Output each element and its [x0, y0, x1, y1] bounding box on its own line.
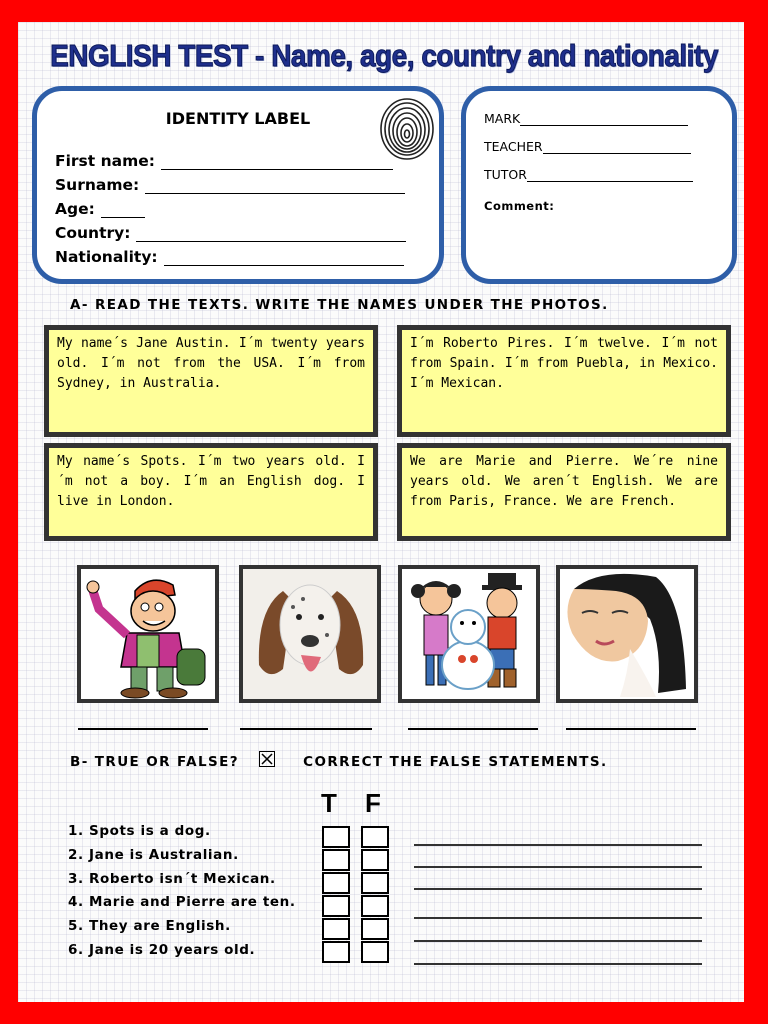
tutor-row [484, 167, 693, 182]
page-title: ENGLISH TEST - Name, age, country and nationality [50, 38, 718, 73]
false-checkbox-3[interactable] [361, 872, 389, 894]
false-checkbox-5[interactable] [361, 918, 389, 940]
identity-label-box [32, 86, 444, 284]
statement-3: 3. Roberto isn´t Mexican. [68, 871, 276, 887]
true-checkbox-4[interactable] [322, 895, 350, 917]
teacher-field[interactable] [543, 141, 691, 154]
first-name-row [55, 146, 406, 170]
age-label: Age: [55, 200, 95, 218]
statement-2: 2. Jane is Australian. [68, 847, 239, 863]
answer-line-photo-3[interactable] [408, 728, 538, 730]
first-name-label: First name: [55, 152, 155, 170]
age-field[interactable] [101, 201, 145, 218]
true-checkbox-3[interactable] [322, 872, 350, 894]
mark-row [484, 111, 688, 126]
section-b-heading [70, 751, 608, 770]
correction-line-2[interactable] [414, 866, 702, 868]
true-checkbox-1[interactable] [322, 826, 350, 848]
text-box-marie-pierre: We are Marie and Pierre. We´re nine years old. We aren´t English. We are from Paris, France. We are French. [397, 443, 731, 541]
nationality-row [55, 242, 406, 266]
correction-line-4[interactable] [414, 917, 702, 919]
true-checkbox-6[interactable] [322, 941, 350, 963]
surname-label: Surname: [55, 176, 140, 194]
statement-5: 5. They are English. [68, 918, 231, 934]
true-column-label: T [321, 788, 337, 818]
country-field[interactable] [136, 225, 406, 242]
true-checkbox-2[interactable] [322, 849, 350, 871]
section-b-heading-right: CORRECT THE FALSE STATEMENTS. [303, 754, 608, 770]
surname-row [55, 170, 406, 194]
answer-line-photo-2[interactable] [240, 728, 372, 730]
text-box-jane: My name´s Jane Austin. I´m twenty years old. I´m not from the USA. I´m from Sydney, in Australia. [44, 325, 378, 437]
mark-field[interactable] [520, 113, 688, 126]
true-checkbox-5[interactable] [322, 918, 350, 940]
tutor-label: TUTOR [484, 167, 527, 182]
tutor-field[interactable] [527, 169, 693, 182]
surname-field[interactable] [145, 177, 405, 194]
correction-line-3[interactable] [414, 888, 702, 890]
text-box-spots: My name´s Spots. I´m two years old. I ´m not a boy. I´m an English dog. I live in London. [44, 443, 378, 541]
dog-icon [243, 569, 377, 699]
photo-cartoon-boy [77, 565, 219, 703]
first-name-field[interactable] [161, 153, 393, 170]
country-row [55, 218, 406, 242]
identity-label-title: IDENTITY LABEL [165, 109, 311, 128]
statement-4: 4. Marie and Pierre are ten. [68, 894, 296, 910]
false-checkbox-4[interactable] [361, 895, 389, 917]
false-checkbox-6[interactable] [361, 941, 389, 963]
correction-line-1[interactable] [414, 844, 702, 846]
photo-dog [239, 565, 381, 703]
section-b-heading-left: B- TRUE OR FALSE? [70, 754, 239, 770]
correction-line-6[interactable] [414, 963, 702, 965]
country-label: Country: [55, 224, 131, 242]
marking-box [461, 86, 737, 284]
cartoon-boy-icon [81, 569, 215, 699]
statement-6: 6. Jane is 20 years old. [68, 942, 256, 958]
teacher-row [484, 139, 691, 154]
photo-woman [556, 565, 698, 703]
identity-fields [55, 146, 406, 266]
mark-label: MARK [484, 111, 521, 126]
nationality-field[interactable] [164, 249, 404, 266]
false-checkbox-1[interactable] [361, 826, 389, 848]
answer-line-photo-4[interactable] [566, 728, 696, 730]
false-checkbox-2[interactable] [361, 849, 389, 871]
children-snowman-icon [402, 569, 536, 699]
teacher-label: TEACHER [484, 139, 543, 154]
correction-line-5[interactable] [414, 940, 702, 942]
nationality-label: Nationality: [55, 248, 158, 266]
text-box-roberto: I´m Roberto Pires. I´m twelve. I´m not from Spain. I´m from Puebla, in Mexico. I´m Mexican. [397, 325, 731, 437]
photo-children-snowman [398, 565, 540, 703]
false-column-label: F [365, 788, 381, 818]
section-a-heading: A- READ THE TEXTS. WRITE THE NAMES UNDER THE PHOTOS. [70, 297, 609, 313]
answer-line-photo-1[interactable] [78, 728, 208, 730]
checkbox-cross-icon [259, 751, 275, 767]
statement-1: 1. Spots is a dog. [68, 823, 211, 839]
woman-icon [560, 569, 694, 699]
comment-label: Comment: [484, 199, 555, 213]
age-row [55, 194, 406, 218]
